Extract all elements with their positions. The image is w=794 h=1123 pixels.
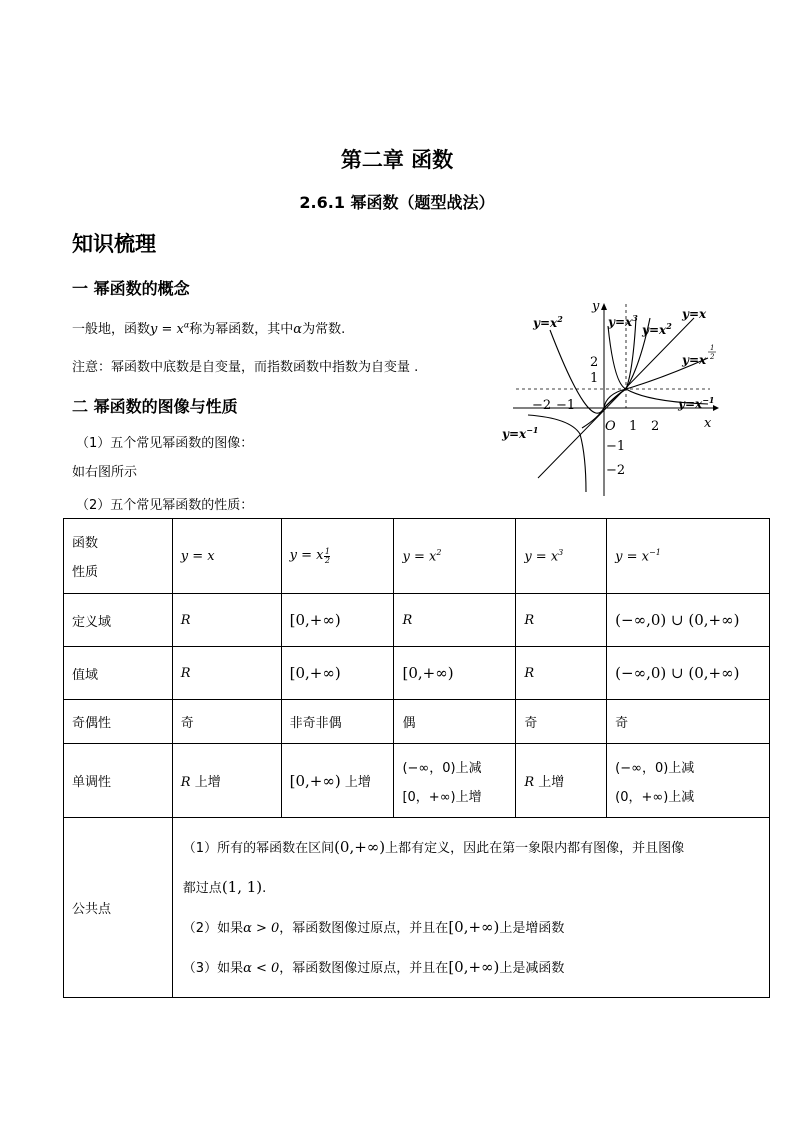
label-xhalf-num: 1 xyxy=(710,344,715,352)
label-x2-right: $y=x^2$ xyxy=(642,321,672,337)
label-x1: y=x xyxy=(682,307,707,321)
common-p3-condition: α < 0 xyxy=(243,960,280,976)
tick-y-1: 1 xyxy=(590,371,599,386)
table-row-header xyxy=(64,519,770,594)
common-p1-text-b: 上都有定义，因此在第一象限内都有图像，并且图像 xyxy=(385,840,685,856)
origin-label: O xyxy=(605,419,616,434)
definition-text-c: 为常数. xyxy=(302,322,346,337)
part1-note: 注意：幂函数中底数是自变量，而指数函数中指数为自变量 . xyxy=(72,360,419,375)
definition-formula: y = x xyxy=(150,322,184,337)
power-functions-graph xyxy=(498,296,728,498)
monotonicity-f1-text: 上增 xyxy=(194,775,221,790)
domain-label: 定义域 xyxy=(64,594,173,647)
common-p2-interval: [0,+∞) xyxy=(448,917,500,936)
header-f3-base: y = x xyxy=(402,549,437,565)
common-p3-text-a: （3）如果 xyxy=(182,960,244,976)
common-content xyxy=(172,818,769,998)
header-f3-exp: 2 xyxy=(436,547,442,557)
common-p1-interval: (0,+∞) xyxy=(334,837,386,856)
monotonicity-f2 xyxy=(281,744,394,818)
range-label: 值域 xyxy=(64,647,173,700)
parity-f1: 奇 xyxy=(172,700,281,744)
common-point-2 xyxy=(183,915,759,941)
common-point-1-cont xyxy=(183,875,759,901)
monotonicity-f5-line2: (0，+∞)上减 xyxy=(615,789,695,805)
monotonicity-f2-interval: [0,+∞) xyxy=(289,772,341,790)
definition-text-a: 一般地，函数 xyxy=(72,322,151,337)
parity-f3: 偶 xyxy=(394,700,516,744)
table-row-domain xyxy=(64,594,770,647)
parity-f4: 奇 xyxy=(516,700,607,744)
header-f5-base: y = x xyxy=(615,549,650,565)
range-f3: [0,+∞) xyxy=(394,647,516,700)
monotonicity-f4-text: 上增 xyxy=(538,775,565,790)
common-p3-interval: [0,+∞) xyxy=(448,957,500,976)
label-xhalf: y=x xyxy=(682,353,707,367)
monotonicity-f4-var: R xyxy=(524,775,535,790)
x-axis-arrow-icon xyxy=(713,405,719,411)
monotonicity-label: 单调性 xyxy=(64,744,173,818)
monotonicity-f5-line1: (−∞，0)上减 xyxy=(615,760,695,776)
header-f2-den: 2 xyxy=(324,555,330,565)
header-corner-line1: 函数 xyxy=(72,536,99,551)
range-f4: R xyxy=(516,647,607,700)
monotonicity-f5 xyxy=(607,744,770,818)
common-point-3 xyxy=(183,955,759,981)
label-x3: $y=x^3$ xyxy=(608,313,638,329)
label-xhalf-den: 2 xyxy=(710,353,715,361)
domain-f3: R xyxy=(394,594,516,647)
monotonicity-f1 xyxy=(172,744,281,818)
tick-x-neg1: −1 xyxy=(556,398,576,413)
part2-item2: （2）五个常见幂函数的性质： xyxy=(76,498,254,513)
definition-exponent: α xyxy=(183,320,190,330)
range-f1: R xyxy=(172,647,281,700)
domain-f4: R xyxy=(516,594,607,647)
chapter-title: 第二章 函数 xyxy=(340,148,454,172)
tick-x-neg2: −2 xyxy=(532,398,552,413)
common-p1-text-d: . xyxy=(262,880,267,896)
part2-item1: （1）五个常见幂函数的图像： xyxy=(76,436,254,451)
common-p2-text-b: ，幂函数图像过原点，并且在 xyxy=(279,920,449,936)
common-p1-text-c: 都过点 xyxy=(182,880,222,896)
monotonicity-f4 xyxy=(516,744,607,818)
header-f1 xyxy=(172,519,281,594)
tick-x-1: 1 xyxy=(629,419,638,434)
header-f5 xyxy=(607,519,770,594)
label-xinv-left: $y=x^{-1}$ xyxy=(502,425,539,441)
x-axis-label: x xyxy=(704,416,712,431)
monotonicity-f3-line1: (−∞，0)上减 xyxy=(402,760,482,776)
header-corner-line2: 性质 xyxy=(72,565,99,580)
tick-y-neg2: −2 xyxy=(606,463,626,478)
tick-y-2: 2 xyxy=(590,355,599,370)
table-row-parity xyxy=(64,700,770,744)
part2-heading: 二 幂函数的图像与性质 xyxy=(72,397,238,416)
domain-f1: R xyxy=(172,594,281,647)
label-xinv-right: $y=x^{-1}$ xyxy=(678,395,715,411)
header-f2-fraction xyxy=(324,548,330,565)
parity-f5: 奇 xyxy=(607,700,770,744)
part1-heading: 一 幂函数的概念 xyxy=(72,279,190,298)
domain-f2: [0,+∞) xyxy=(281,594,394,647)
monotonicity-f1-var: R xyxy=(180,775,191,790)
section-title: 2.6.1 幂函数（题型战法） xyxy=(299,193,495,212)
header-f4 xyxy=(516,519,607,594)
common-p1-text-a: （1）所有的幂函数在区间 xyxy=(182,840,335,856)
common-label: 公共点 xyxy=(64,818,173,998)
common-p3-text-b: ，幂函数图像过原点，并且在 xyxy=(279,960,449,976)
header-f2-num: 1 xyxy=(324,546,330,556)
part2-item1-note: 如右图所示 xyxy=(72,465,138,480)
common-point-1 xyxy=(183,835,759,861)
common-p2-text-a: （2）如果 xyxy=(182,920,244,936)
definition-text-b: 称为幂函数，其中 xyxy=(189,322,294,337)
definition-alpha: α xyxy=(293,322,303,337)
header-f3 xyxy=(394,519,516,594)
domain-f5: (−∞,0) ∪ (0,+∞) xyxy=(607,594,770,647)
header-f1-formula: y = x xyxy=(180,548,215,564)
common-p2-text-c: 上是增函数 xyxy=(499,920,565,936)
monotonicity-f2-text: 上增 xyxy=(344,775,371,790)
range-f2: [0,+∞) xyxy=(281,647,394,700)
table-row-monotonicity xyxy=(64,744,770,818)
common-p3-text-c: 上是减函数 xyxy=(499,960,565,976)
monotonicity-f3-line2: [0，+∞)上增 xyxy=(402,789,482,805)
y-axis-arrow-icon xyxy=(601,303,607,310)
parity-f2: 非奇非偶 xyxy=(281,700,394,744)
header-f2 xyxy=(281,519,394,594)
header-corner xyxy=(64,519,173,594)
tick-y-neg1: −1 xyxy=(606,439,626,454)
main-heading: 知识梳理 xyxy=(72,232,156,256)
tick-x-2: 2 xyxy=(651,419,660,434)
properties-table xyxy=(63,518,770,998)
common-p1-point: (1, 1) xyxy=(221,877,263,896)
header-f2-base: y = x xyxy=(289,547,324,563)
header-f5-exp: −1 xyxy=(649,547,661,557)
y-axis-label: y xyxy=(592,299,600,314)
table-row-range xyxy=(64,647,770,700)
header-f4-exp: 3 xyxy=(558,547,564,557)
range-f5: (−∞,0) ∪ (0,+∞) xyxy=(607,647,770,700)
header-f4-base: y = x xyxy=(524,549,559,565)
parity-label: 奇偶性 xyxy=(64,700,173,744)
table-row-common xyxy=(64,818,770,998)
common-p2-condition: α > 0 xyxy=(243,920,280,936)
monotonicity-f3 xyxy=(394,744,516,818)
part1-definition xyxy=(72,318,345,337)
label-x2-left: $y=x^2$ xyxy=(533,314,563,330)
